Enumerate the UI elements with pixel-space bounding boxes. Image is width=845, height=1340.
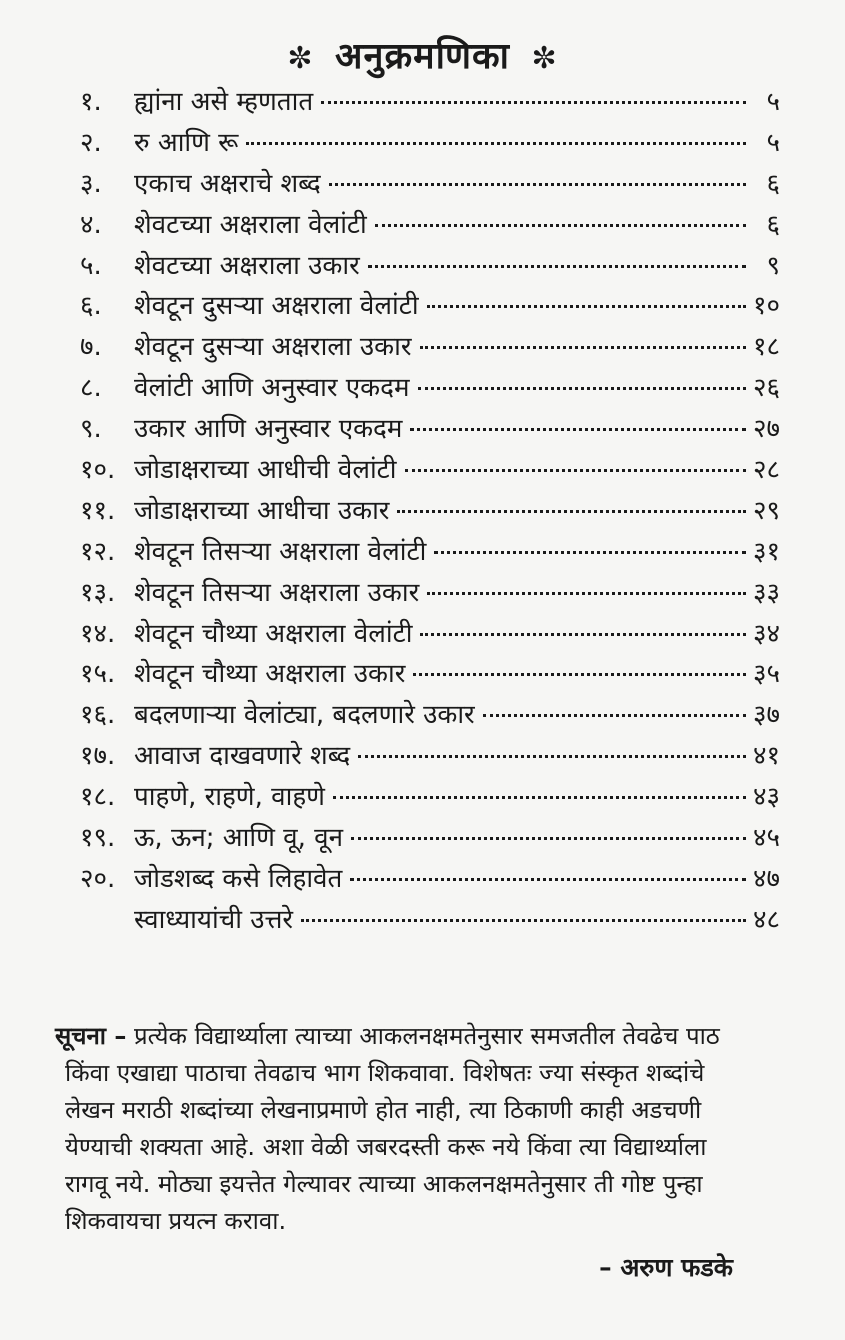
toc-entry — [80, 327, 780, 368]
toc-entry-number: १६. — [80, 700, 116, 731]
toc-entry-title: बदलणाऱ्या वेलांट्या, बदलणारे उकार — [134, 700, 475, 731]
toc-entry — [80, 614, 780, 655]
toc-entry-title: जोडाक्षराच्या आधीची वेलांटी — [134, 455, 397, 486]
toc-entry-number: १७. — [80, 741, 116, 772]
toc-entry-page: ३७ — [752, 700, 780, 731]
dot-leader — [410, 428, 746, 431]
note-line: लेखन मराठी शब्दांच्या लेखनाप्रमाणे होत नाही, त्या ठिकाणी काही अडचणी — [65, 1096, 702, 1124]
toc-entry-number: १४. — [80, 618, 116, 649]
toc-entry-page: ३१ — [752, 536, 780, 567]
dot-leader — [368, 265, 746, 268]
toc-entry-title: शेवटून चौथ्या अक्षराला उकार — [134, 659, 406, 690]
note-line: प्रत्येक विद्यार्थ्याला त्याच्या आकलनक्षमतेनुसार समजतील तेवढेच पाठ — [134, 1022, 720, 1050]
toc-entry — [80, 368, 780, 409]
note-block — [55, 1018, 783, 1240]
toc-entry-title: उकार आणि अनुस्वार एकदम — [134, 414, 403, 445]
toc-entry — [80, 491, 780, 532]
note-line: किंवा एखाद्या पाठाचा तेवढाच भाग शिकवावा. विशेषतः ज्या संस्कृत शब्दांचे — [65, 1059, 705, 1087]
toc-entry — [80, 205, 780, 246]
toc-entry-number: ८. — [80, 373, 102, 404]
dot-leader — [246, 142, 746, 145]
page-title-text: अनुक्रमणिका — [335, 36, 510, 77]
toc-entry-number: २. — [80, 127, 102, 158]
dot-leader — [358, 755, 746, 758]
dot-leader — [420, 633, 746, 636]
toc-entry-page: ६ — [766, 209, 780, 240]
toc-entry-number: ४. — [80, 209, 102, 240]
toc-entry-number: १८. — [80, 782, 116, 813]
dot-leader — [301, 919, 746, 922]
dot-leader — [427, 592, 746, 595]
toc-entry-title: एकाच अक्षराचे शब्द — [134, 168, 321, 199]
toc-entry-number: १. — [80, 87, 102, 117]
toc-entry — [80, 286, 780, 327]
toc-entry-title: आवाज दाखवणारे शब्द — [134, 741, 351, 772]
toc-entry — [80, 777, 780, 818]
dot-leader — [333, 796, 746, 799]
toc-entry-title: शेवटून चौथ्या अक्षराला वेलांटी — [134, 618, 413, 649]
toc-entry — [80, 450, 780, 491]
toc-entry-page: २८ — [752, 455, 780, 486]
dot-leader — [350, 878, 746, 881]
dot-leader — [321, 101, 746, 104]
toc-entry-page: २६ — [752, 373, 780, 404]
dot-leader — [375, 224, 746, 227]
toc-entry-title: वेलांटी आणि अनुस्वार एकदम — [134, 373, 410, 404]
note-line: रागवू नये. मोठ्या इयत्तेत गेल्यावर त्याच्या आकलनक्षमतेनुसार ती गोष्ट पुन्हा — [65, 1170, 703, 1198]
toc-entry-number: ५. — [80, 250, 102, 281]
toc-entry — [80, 900, 780, 941]
toc-entry-title: ह्यांना असे म्हणतात — [134, 87, 314, 117]
toc-entry-title: ऊ, ऊन; आणि वू, वून — [134, 823, 344, 854]
toc-entry — [80, 654, 780, 695]
toc-entry — [80, 164, 780, 205]
toc-entry-number: १२. — [80, 536, 116, 567]
toc-entry-number: ७. — [80, 332, 102, 363]
dot-leader — [483, 714, 746, 717]
toc-entry-page: १८ — [752, 332, 780, 363]
toc-entry-number: १९. — [80, 823, 116, 854]
toc-entry-page: ९ — [766, 250, 780, 281]
dot-leader — [434, 551, 746, 554]
toc-entry-title: जोडशब्द कसे लिहावेत — [134, 863, 343, 894]
toc-entry-title: स्वाध्यायांची उत्तरे — [134, 904, 294, 935]
toc-entry — [80, 818, 780, 859]
toc-entry — [80, 246, 780, 287]
toc-entry-number: ९. — [80, 414, 102, 445]
dot-leader — [427, 305, 746, 308]
toc-entry-page: ६ — [766, 168, 780, 199]
toc-entry-number: १५. — [80, 659, 116, 690]
toc-entry-title: शेवटून तिसऱ्या अक्षराला वेलांटी — [134, 536, 427, 567]
toc-entry — [80, 123, 780, 164]
toc-entry-page: २७ — [752, 414, 780, 445]
toc-entry-title: शेवटून तिसऱ्या अक्षराला उकार — [134, 577, 420, 608]
toc-entry-number: ११. — [80, 495, 116, 526]
toc-entry-page: ४८ — [752, 904, 780, 935]
toc-entry-title: जोडाक्षराच्या आधीचा उकार — [134, 495, 390, 526]
dot-leader — [405, 469, 746, 472]
toc-entry-title: पाहणे, राहणे, वाहणे — [134, 782, 325, 813]
note-line: येण्याची शक्यता आहे. अशा वेळी जबरदस्ती करू नये किंवा त्या विद्यार्थ्याला — [65, 1133, 707, 1161]
toc-entry-title: रु आणि रू — [134, 127, 239, 158]
toc-entry — [80, 695, 780, 736]
toc-entry-page: ४७ — [752, 863, 780, 894]
toc-entry-page: ४३ — [752, 782, 780, 813]
toc-entry — [80, 82, 780, 123]
toc-entry-number: १३. — [80, 577, 116, 608]
toc-entry-page: ३४ — [752, 618, 780, 649]
toc-entry — [80, 573, 780, 614]
toc-entry-page: ५ — [766, 87, 780, 117]
toc-entry-number: २०. — [80, 863, 116, 894]
toc-entry-page: ४१ — [752, 741, 780, 772]
dot-leader — [351, 837, 746, 840]
table-of-contents — [80, 82, 780, 941]
asterisk-icon: ✼ — [531, 41, 558, 76]
toc-entry — [80, 859, 780, 900]
toc-entry-page: १० — [752, 291, 780, 322]
dot-leader — [329, 183, 746, 186]
toc-entry — [80, 532, 780, 573]
note-line: शिकवायचा प्रयत्न करावा. — [65, 1207, 287, 1235]
asterisk-icon: ✼ — [287, 41, 314, 76]
toc-entry-number: ३. — [80, 168, 102, 199]
toc-entry-number: १०. — [80, 455, 116, 486]
toc-entry-title: शेवटच्या अक्षराला उकार — [134, 250, 360, 281]
author-signature: – अरुण फडके — [599, 1253, 733, 1282]
note-label: सूचना – — [55, 1022, 127, 1050]
toc-entry-page: ५ — [766, 127, 780, 158]
toc-entry-page: २९ — [752, 495, 780, 526]
dot-leader — [397, 510, 746, 513]
toc-entry — [80, 736, 780, 777]
toc-entry-title: शेवटून दुसऱ्या अक्षराला उकार — [134, 332, 412, 363]
toc-entry-number: ६. — [80, 291, 102, 322]
dot-leader — [418, 387, 747, 390]
dot-leader — [413, 673, 746, 676]
toc-entry-page: ३५ — [752, 659, 780, 690]
toc-entry — [80, 409, 780, 450]
toc-entry-title: शेवटच्या अक्षराला वेलांटी — [134, 209, 367, 240]
toc-entry-title: शेवटून दुसऱ्या अक्षराला वेलांटी — [134, 291, 419, 322]
toc-entry-page: ४५ — [752, 823, 780, 854]
toc-entry-page: ३३ — [752, 577, 780, 608]
dot-leader — [420, 346, 746, 349]
page-title — [0, 30, 845, 79]
